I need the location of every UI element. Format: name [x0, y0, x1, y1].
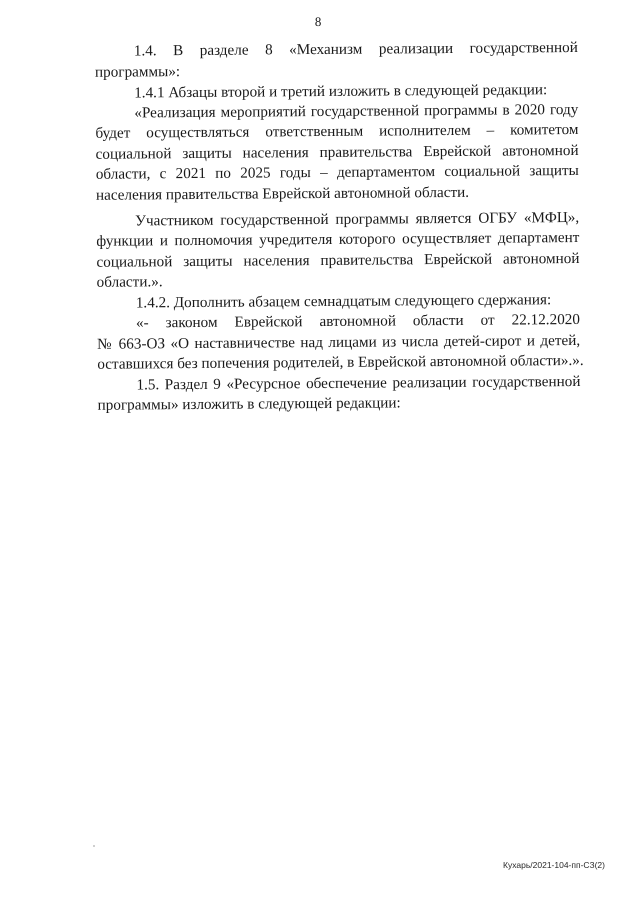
paragraph-1-4-line-1: 1.4. В разделе 8 «Механизм реализации государственной [133, 38, 578, 60]
scan-speck [93, 845, 95, 847]
quote-2-line-1: Участником государственной программы является ОГБУ «МФЦ», [135, 208, 580, 230]
quote-1-line-3: социальной защиты населения правительства Еврейской автономной [95, 141, 579, 163]
quote-2-line-2: функции и полномочия учредителя которого осуществляет департамент [96, 228, 580, 250]
quote-1-line-1: «Реализация мероприятий государственной программы в 2020 году [134, 100, 579, 122]
quote-1-line-4: области, с 2021 по 2025 годы – департаментом социальной защиты [95, 161, 579, 183]
quote-1-line-5: населения правительства Еврейской автономной области. [95, 183, 470, 204]
paragraph-1-4-2: 1.4.2. Дополнить абзацем семнадцатым следующего сдержания: [135, 291, 552, 312]
quote-2-line-4: области.». [96, 273, 163, 291]
quote-1-line-2: будет осуществляться ответственным исполнителем – комитетом [95, 120, 579, 142]
paragraph-1-4-1: 1.4.1 Абзацы второй и третий изложить в следующей редакции: [134, 81, 548, 102]
footer-document-code: Кухарь/2021-104-пп-СЗ(2) [503, 860, 605, 870]
paragraph-1-4-line-2: программы»: [94, 63, 181, 81]
page-number: 8 [314, 13, 322, 30]
paragraph-1-5-line-1: 1.5. Раздел 9 «Ресурсное обеспечение реализации государственной [136, 372, 581, 394]
quote-3-line-3: оставшихся без попечения родителей, в Еврейской автономной области».». [97, 351, 584, 373]
paragraph-1-5-line-2: программы» изложить в следующей редакции: [97, 394, 401, 414]
quote-3-line-2: № 663-ОЗ «О наставничестве над лицами из числа детей-сирот и детей, [97, 331, 581, 353]
quote-3-line-1: «- законом Еврейской автономной области от 22.12.2020 [135, 310, 581, 332]
quote-2-line-3: социальной защиты населения правительства Еврейской автономной [96, 249, 580, 271]
